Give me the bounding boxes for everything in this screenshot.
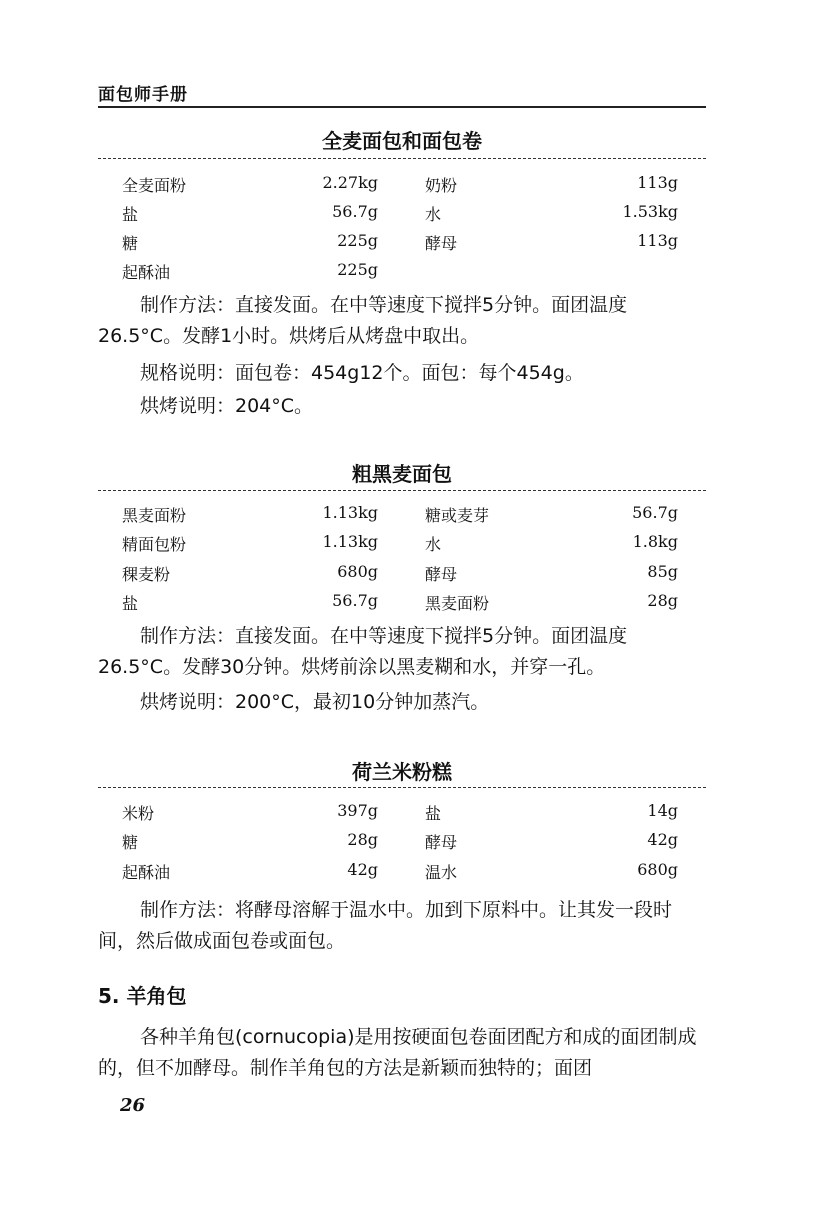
running-header: 面包师手册	[98, 85, 188, 105]
ingredient-name: 糖	[122, 234, 139, 253]
section-rule	[98, 490, 706, 491]
ingredient-qty: 56.7g	[332, 202, 378, 221]
ingredient-qty: 42g	[347, 860, 378, 879]
ingredient-qty: 56.7g	[332, 591, 378, 610]
ingredient-qty: 113g	[637, 173, 678, 192]
method-paragraph: 制作方法：直接发面。在中等速度下搅拌5分钟。面团温度26.5°C。发酵30分钟。烘烤前涂以黑麦糊和水，并穿一孔。	[98, 625, 628, 678]
ingredient-qty: 28g	[347, 830, 378, 849]
ingredient-name: 酵母	[425, 565, 458, 584]
ingredient-qty: 2.27kg	[322, 173, 378, 192]
ingredient-name: 奶粉	[425, 176, 458, 195]
section-rule	[98, 787, 706, 788]
header-rule	[98, 106, 706, 108]
ingredient-qty: 85g	[647, 562, 678, 581]
ingredient-qty: 680g	[337, 562, 378, 581]
ingredient-name: 糖	[122, 833, 139, 852]
body-paragraph: 各种羊角包(cornucopia)是用按硬面包卷面团配方和成的面团制成的，但不加酵母。制作羊角包的方法是新颖而独特的；面团	[98, 1026, 697, 1079]
ingredient-name: 酵母	[425, 833, 458, 852]
ingredient-name: 稞麦粉	[122, 565, 171, 584]
spec-paragraph: 规格说明：面包卷：454g12个。面包：每个454g。	[140, 362, 584, 384]
section-title-rye: 粗黑麦面包	[352, 462, 452, 486]
method-paragraph: 制作方法：将酵母溶解于温水中。加到下原料中。让其发一段时间，然后做成面包卷或面包。	[98, 899, 673, 952]
baking-paragraph: 烘烤说明：204°C。	[140, 395, 314, 417]
ingredient-qty: 1.13kg	[322, 532, 378, 551]
ingredient-qty: 397g	[337, 801, 378, 820]
ingredient-name: 米粉	[122, 804, 155, 823]
subheading: 5. 羊角包	[98, 984, 187, 1008]
ingredient-qty: 42g	[647, 830, 678, 849]
ingredient-qty: 14g	[647, 801, 678, 820]
ingredient-qty: 28g	[647, 591, 678, 610]
ingredient-name: 水	[425, 535, 442, 554]
ingredient-qty: 225g	[337, 260, 378, 279]
baking-paragraph: 烘烤说明：200°C，最初10分钟加蒸汽。	[140, 691, 490, 713]
ingredient-name: 盐	[425, 804, 442, 823]
ingredient-name: 全麦面粉	[122, 176, 187, 195]
section-title-whole-wheat: 全麦面包和面包卷	[322, 129, 482, 153]
page-number: 26	[120, 1095, 146, 1116]
ingredient-qty: 225g	[337, 231, 378, 250]
ingredient-qty: 56.7g	[632, 503, 678, 522]
ingredient-name: 水	[425, 205, 442, 224]
section-rule	[98, 158, 706, 159]
ingredient-name: 黑麦面粉	[122, 506, 187, 525]
ingredient-qty: 1.13kg	[322, 503, 378, 522]
ingredient-qty: 1.53kg	[622, 202, 678, 221]
ingredient-qty: 680g	[637, 860, 678, 879]
ingredient-name: 起酥油	[122, 263, 171, 282]
ingredient-name: 糖或麦芽	[425, 506, 490, 525]
section-title-rice-cake: 荷兰米粉糕	[352, 760, 452, 784]
ingredient-name: 盐	[122, 205, 139, 224]
method-paragraph: 制作方法：直接发面。在中等速度下搅拌5分钟。面团温度26.5°C。发酵1小时。烘烤后从烤盘中取出。	[98, 294, 628, 347]
ingredient-qty: 113g	[637, 231, 678, 250]
ingredient-name: 酵母	[425, 234, 458, 253]
ingredient-name: 起酥油	[122, 863, 171, 882]
ingredient-name: 温水	[425, 863, 458, 882]
ingredient-name: 盐	[122, 594, 139, 613]
ingredient-qty: 1.8kg	[632, 532, 678, 551]
ingredient-name: 精面包粉	[122, 535, 187, 554]
ingredient-name: 黑麦面粉	[425, 594, 490, 613]
